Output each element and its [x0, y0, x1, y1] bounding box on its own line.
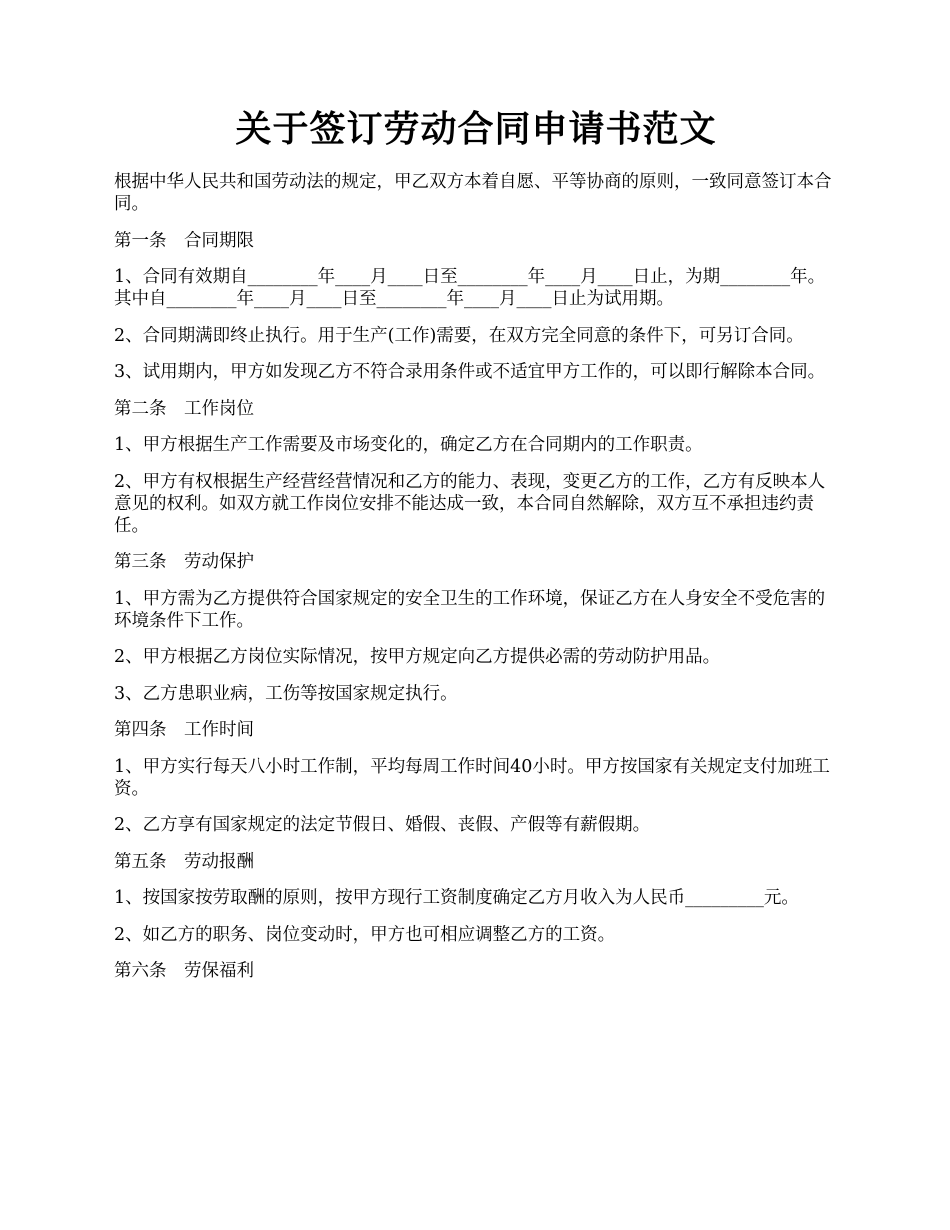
article-4-clause-2: 2、乙方享有国家规定的法定节假日、婚假、丧假、产假等有薪假期。 — [114, 815, 651, 836]
article-2-clause-1: 1、甲方根据生产工作需要及市场变化的，确定乙方在合同期内的工作职责。 — [114, 435, 703, 456]
document-title: 关于签订劳动合同申请书范文 — [235, 108, 717, 150]
article-3-clause-2: 2、甲方根据乙方岗位实际情况，按甲方规定向乙方提供必需的劳动防护用品。 — [114, 647, 721, 668]
article-2-heading: 第二条 工作岗位 — [114, 398, 254, 419]
article-2-clause-2: 2、甲方有权根据生产经营经营情况和乙方的能力、表现，变更乙方的工作，乙方有反映本人意见的权利。如双方就工作岗位安排不能达成一致，本合同自然解除，双方互不承担违约责任。 — [114, 471, 826, 536]
article-3-clause-1: 1、甲方需为乙方提供符合国家规定的安全卫生的工作环境，保证乙方在人身安全不受危害的环境条件下工作。 — [114, 588, 826, 631]
article-4-clause-1: 1、甲方实行每天八小时工作制，平均每周工作时间40小时。甲方按国家有关规定支付加班工资。 — [114, 756, 830, 799]
intro-paragraph: 根据中华人民共和国劳动法的规定，甲乙双方本着自愿、平等协商的原则，一致同意签订本合同。 — [114, 172, 832, 215]
article-1-clause-3: 3、试用期内，甲方如发现乙方不符合录用条件或不适宜甲方工作的，可以即行解除本合同。 — [114, 362, 826, 383]
article-5-heading: 第五条 劳动报酬 — [114, 851, 254, 872]
article-1-clause-1: 1、合同有效期自________年____月____日至________年____月____日止，为期________年。其中自________年____月____日至________年____月____日止为试用期。 — [114, 267, 826, 310]
article-5-clause-2: 2、如乙方的职务、岗位变动时，甲方也可相应调整乙方的工资。 — [114, 924, 616, 945]
article-6-heading: 第六条 劳保福利 — [114, 961, 254, 982]
article-4-heading: 第四条 工作时间 — [114, 720, 254, 741]
article-5-clause-1: 1、按国家按劳取酬的原则，按甲方现行工资制度确定乙方月收入为人民币_________元。 — [114, 888, 799, 909]
article-3-clause-3: 3、乙方患职业病，工伤等按国家规定执行。 — [114, 683, 458, 704]
article-3-heading: 第三条 劳动保护 — [114, 552, 254, 573]
article-1-clause-2: 2、合同期满即终止执行。用于生产(工作)需要，在双方完全同意的条件下，可另订合同。 — [114, 325, 804, 346]
article-1-heading: 第一条 合同期限 — [114, 230, 254, 251]
